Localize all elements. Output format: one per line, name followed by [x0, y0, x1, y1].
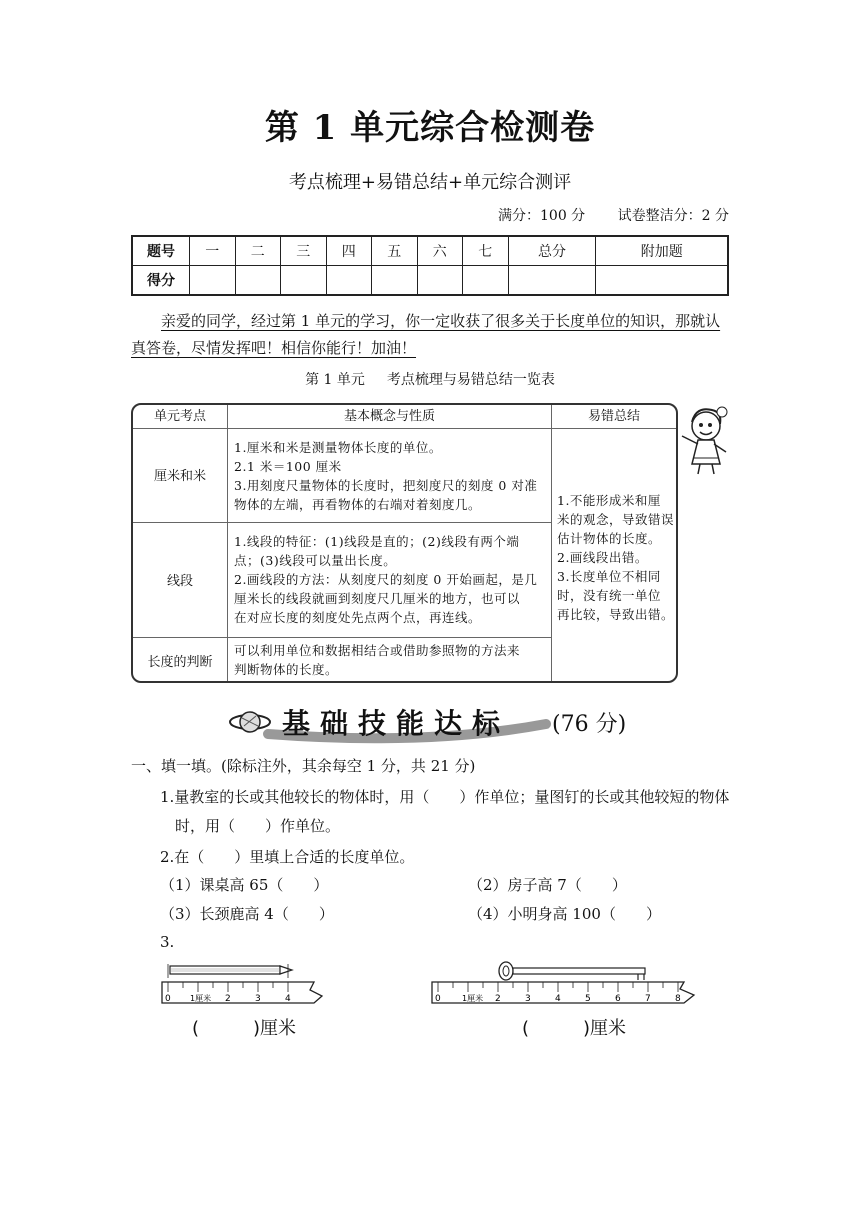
score-cell[interactable] [190, 266, 236, 296]
ruler-tick-label: 2 [495, 994, 501, 1004]
ruler-tick-label: 3 [525, 994, 531, 1004]
ruler-with-pencil [160, 960, 340, 1010]
ruler-tick-label: 7 [645, 994, 651, 1004]
score-cell[interactable] [508, 266, 596, 296]
ruler-tick-label: 4 [555, 994, 561, 1004]
summary-title-text: 考点梳理与易错总结一览表 [386, 372, 555, 388]
intro-text: 亲爱的同学，经过第 1 单元的学习，你一定收获了很多关于长度单位的知识，那就认真答卷，尽情发挥吧！相信你能行！加油！ [131, 312, 721, 357]
score-cell[interactable] [417, 266, 463, 296]
section-score: (76 分) [552, 712, 627, 737]
ruler-1-answer[interactable]: ( )厘米 [192, 1018, 297, 1039]
ruler-tick-label: 8 [675, 994, 681, 1004]
score-table-score-row [132, 266, 728, 296]
concept-line: 1.线段的特征：(1)线段是直的；(2)线段有两个端 [234, 534, 520, 549]
row-divider [552, 428, 676, 429]
ruler-tick-label: 0 [165, 994, 171, 1004]
score-cell[interactable] [326, 266, 372, 296]
question-2-item: （3）长颈鹿高 4（ ） [160, 905, 334, 923]
concept-line: 厘米长的线段就画到刻度尺几厘米的地方，也可以 [234, 591, 521, 606]
score-cell[interactable] [281, 266, 327, 296]
topic-line-segment: 线段 [166, 574, 193, 589]
column-divider [227, 405, 228, 681]
concept-line: 在对应长度的刻度处先点两个点，再连线。 [234, 610, 482, 625]
concept-line: 判断物体的长度。 [234, 662, 339, 677]
concepts-length-judgement [234, 641, 520, 679]
concepts-cm-and-m [234, 438, 537, 514]
cartoon-girl-icon [676, 404, 732, 476]
concept-line: 2.画线段的方法：从刻度尺的刻度 0 开始画起，是几 [234, 572, 538, 587]
score-header-cell: 五 [372, 236, 418, 266]
error-summary [557, 491, 674, 624]
concept-line: 可以利用单位和数据相结合或借助参照物的方法来 [234, 643, 521, 658]
question-2-item: （4）小明身高 100（ ） [468, 905, 661, 923]
score-header-cell: 二 [235, 236, 281, 266]
score-cell[interactable] [235, 266, 281, 296]
page-title: 第 1 单元综合检测卷 [264, 108, 596, 148]
topic-length-judgement: 长度的判断 [147, 655, 213, 670]
score-header-cell: 六 [417, 236, 463, 266]
neatness-score: 试卷整洁分：2 分 [617, 208, 729, 224]
score-cell[interactable] [372, 266, 418, 296]
concept-line: 2.1 米＝100 厘米 [234, 459, 342, 474]
score-cell[interactable] [463, 266, 509, 296]
page-subtitle: 考点梳理+易错总结+单元综合测评 [288, 172, 572, 193]
score-header-cell: 题号 [132, 236, 190, 266]
score-header-cell: 总分 [508, 236, 596, 266]
part1-heading: 一、填一填。(除标注外，其余每空 1 分，共 21 分) [131, 757, 476, 775]
error-line: 米的观念，导致错误 [557, 512, 675, 527]
error-line: 1.不能形成米和厘 [557, 493, 661, 508]
concept-line: 1.厘米和米是测量物体长度的单位。 [234, 440, 442, 455]
concept-line: 3.用刻度尺量物体的长度时，把刻度尺的刻度 0 对准 [234, 478, 538, 493]
ruler-tick-label: 3 [255, 994, 261, 1004]
ruler-tick-label: 1厘米 [190, 994, 212, 1003]
score-row-label: 得分 [132, 266, 190, 296]
concept-line: 点；(3)线段可以量出长度。 [234, 553, 397, 568]
ruler-tick-label: 1厘米 [462, 994, 484, 1003]
section-title: 基础技能达标 [282, 707, 511, 740]
error-line: 时，没有统一单位 [557, 588, 662, 603]
score-header-cell: 一 [190, 236, 236, 266]
column-divider [551, 405, 552, 681]
score-info [470, 205, 729, 225]
concept-line: 物体的左端，再看物体的右端对着刻度几。 [234, 497, 482, 512]
question-1-line-2: 时，用（ ）作单位。 [175, 817, 341, 835]
row-divider [133, 637, 552, 638]
ruler-with-key [430, 958, 700, 1010]
summary-title-unit: 第 1 单元 [305, 372, 365, 388]
score-header-cell: 附加题 [596, 236, 728, 266]
score-header-cell: 四 [326, 236, 372, 266]
ruler-tick-label: 5 [585, 994, 591, 1004]
key-icon [499, 962, 645, 980]
row-divider [133, 522, 552, 523]
question-3: 3. [160, 933, 175, 951]
ruler-tick-label: 4 [285, 994, 291, 1004]
summary-header-topic: 单元考点 [153, 409, 206, 424]
error-line: 3.长度单位不相同 [557, 569, 661, 584]
ruler-tick-label: 2 [225, 994, 231, 1004]
error-line: 再比较，导致出错。 [557, 607, 675, 622]
score-table [131, 235, 729, 296]
row-divider [133, 428, 552, 429]
concepts-line-segment [234, 532, 537, 627]
ruler-tick-label: 6 [615, 994, 621, 1004]
question-2: 2.在（ ）里填上合适的长度单位。 [160, 848, 415, 866]
score-cell[interactable] [596, 266, 728, 296]
question-2-item: （1）课桌高 65（ ） [160, 876, 329, 894]
score-header-cell: 七 [463, 236, 509, 266]
question-2-item: （2）房子高 7（ ） [468, 876, 627, 894]
question-1-line-1: 1.量教室的长或其他较长的物体时，用（ ）作单位；量图钉的长或其他较短的物体 [160, 788, 730, 806]
pencil-icon [170, 966, 280, 974]
summary-header-concepts: 基本概念与性质 [343, 409, 435, 424]
summary-header-errors: 易错总结 [587, 409, 640, 424]
error-line: 估计物体的长度。 [557, 531, 662, 546]
ruler-tick-label: 0 [435, 994, 441, 1004]
score-header-cell: 三 [281, 236, 327, 266]
full-score: 满分：100 分 [498, 208, 586, 224]
ruler-2-answer[interactable]: ( )厘米 [522, 1018, 627, 1039]
score-table-header-row [132, 236, 728, 266]
topic-cm-and-m: 厘米和米 [153, 469, 206, 484]
error-line: 2.画线段出错。 [557, 550, 648, 565]
summary-title [0, 369, 860, 389]
summary-table [131, 403, 678, 683]
